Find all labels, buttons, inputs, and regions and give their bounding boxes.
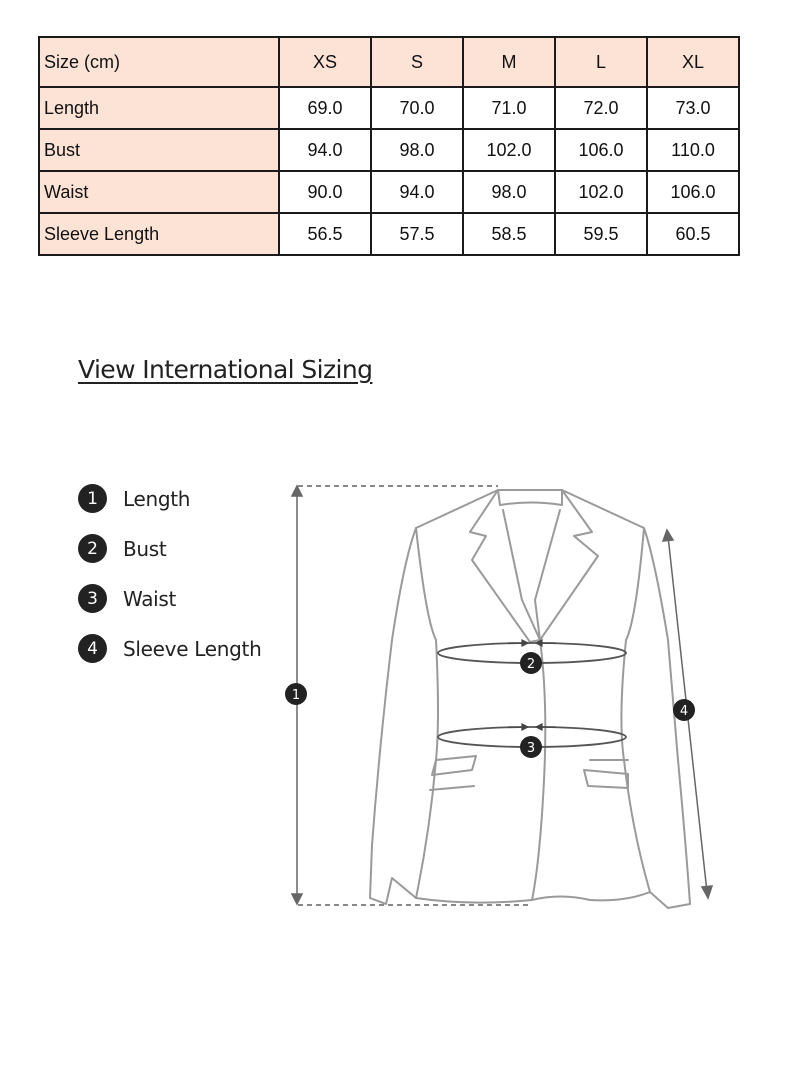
row-label-bust: Bust [39, 129, 279, 171]
legend-label-sleeve-length: Sleeve Length [123, 636, 262, 661]
marker-1-label: 1 [291, 688, 301, 703]
table-cell: 94.0 [279, 129, 371, 171]
table-row [39, 129, 739, 171]
row-label-sleeve-length: Sleeve Length [39, 213, 279, 255]
legend-item-sleeve-length [78, 634, 298, 663]
table-cell: 106.0 [555, 129, 647, 171]
sleeve-arrow-up-icon [663, 530, 673, 541]
number-1-icon: 1 [78, 484, 107, 513]
table-cell: 57.5 [371, 213, 463, 255]
header-l: L [555, 37, 647, 87]
number-4-icon: 4 [78, 634, 107, 663]
table-cell: 90.0 [279, 171, 371, 213]
table-cell: 59.5 [555, 213, 647, 255]
right-pocket [584, 760, 628, 788]
table-row [39, 171, 739, 213]
table-cell: 106.0 [647, 171, 739, 213]
legend-item-length [78, 484, 298, 513]
marker-4-label: 4 [679, 704, 689, 719]
table-cell: 98.0 [463, 171, 555, 213]
table-cell: 98.0 [371, 129, 463, 171]
right-lapel [535, 490, 598, 640]
sleeve-arrow-down-icon [702, 886, 712, 898]
table-cell: 102.0 [463, 129, 555, 171]
jacket-measurement-diagram [270, 470, 720, 920]
row-label-waist: Waist [39, 171, 279, 213]
table-cell: 69.0 [279, 87, 371, 129]
legend-item-waist [78, 584, 298, 613]
header-s: S [371, 37, 463, 87]
view-international-sizing-link[interactable]: View International Sizing [78, 355, 373, 384]
legend-label-waist: Waist [123, 586, 177, 611]
number-3-icon: 3 [78, 584, 107, 613]
table-row [39, 87, 739, 129]
front-opening [532, 640, 545, 900]
marker-2-label: 2 [526, 657, 536, 672]
table-cell: 70.0 [371, 87, 463, 129]
row-label-length: Length [39, 87, 279, 129]
header-xl: XL [647, 37, 739, 87]
left-sleeve-seam [416, 528, 438, 898]
size-chart-table [38, 36, 740, 256]
left-lapel [470, 490, 540, 642]
table-cell: 110.0 [647, 129, 739, 171]
legend-label-length: Length [123, 486, 191, 511]
table-row [39, 213, 739, 255]
header-xs: XS [279, 37, 371, 87]
length-arrow-down-icon [292, 894, 302, 904]
collar [498, 490, 562, 505]
number-2-icon: 2 [78, 534, 107, 563]
table-header-row [39, 37, 739, 87]
header-m: M [463, 37, 555, 87]
table-cell: 60.5 [647, 213, 739, 255]
table-cell: 71.0 [463, 87, 555, 129]
marker-3-label: 3 [526, 741, 536, 756]
legend-item-bust [78, 534, 298, 563]
table-cell: 58.5 [463, 213, 555, 255]
header-size-cm: Size (cm) [39, 37, 279, 87]
length-arrow-up-icon [292, 486, 302, 496]
table-cell: 56.5 [279, 213, 371, 255]
table-cell: 94.0 [371, 171, 463, 213]
table-cell: 72.0 [555, 87, 647, 129]
table-cell: 102.0 [555, 171, 647, 213]
right-sleeve-seam [621, 528, 650, 892]
table-cell: 73.0 [647, 87, 739, 129]
legend-label-bust: Bust [123, 536, 167, 561]
